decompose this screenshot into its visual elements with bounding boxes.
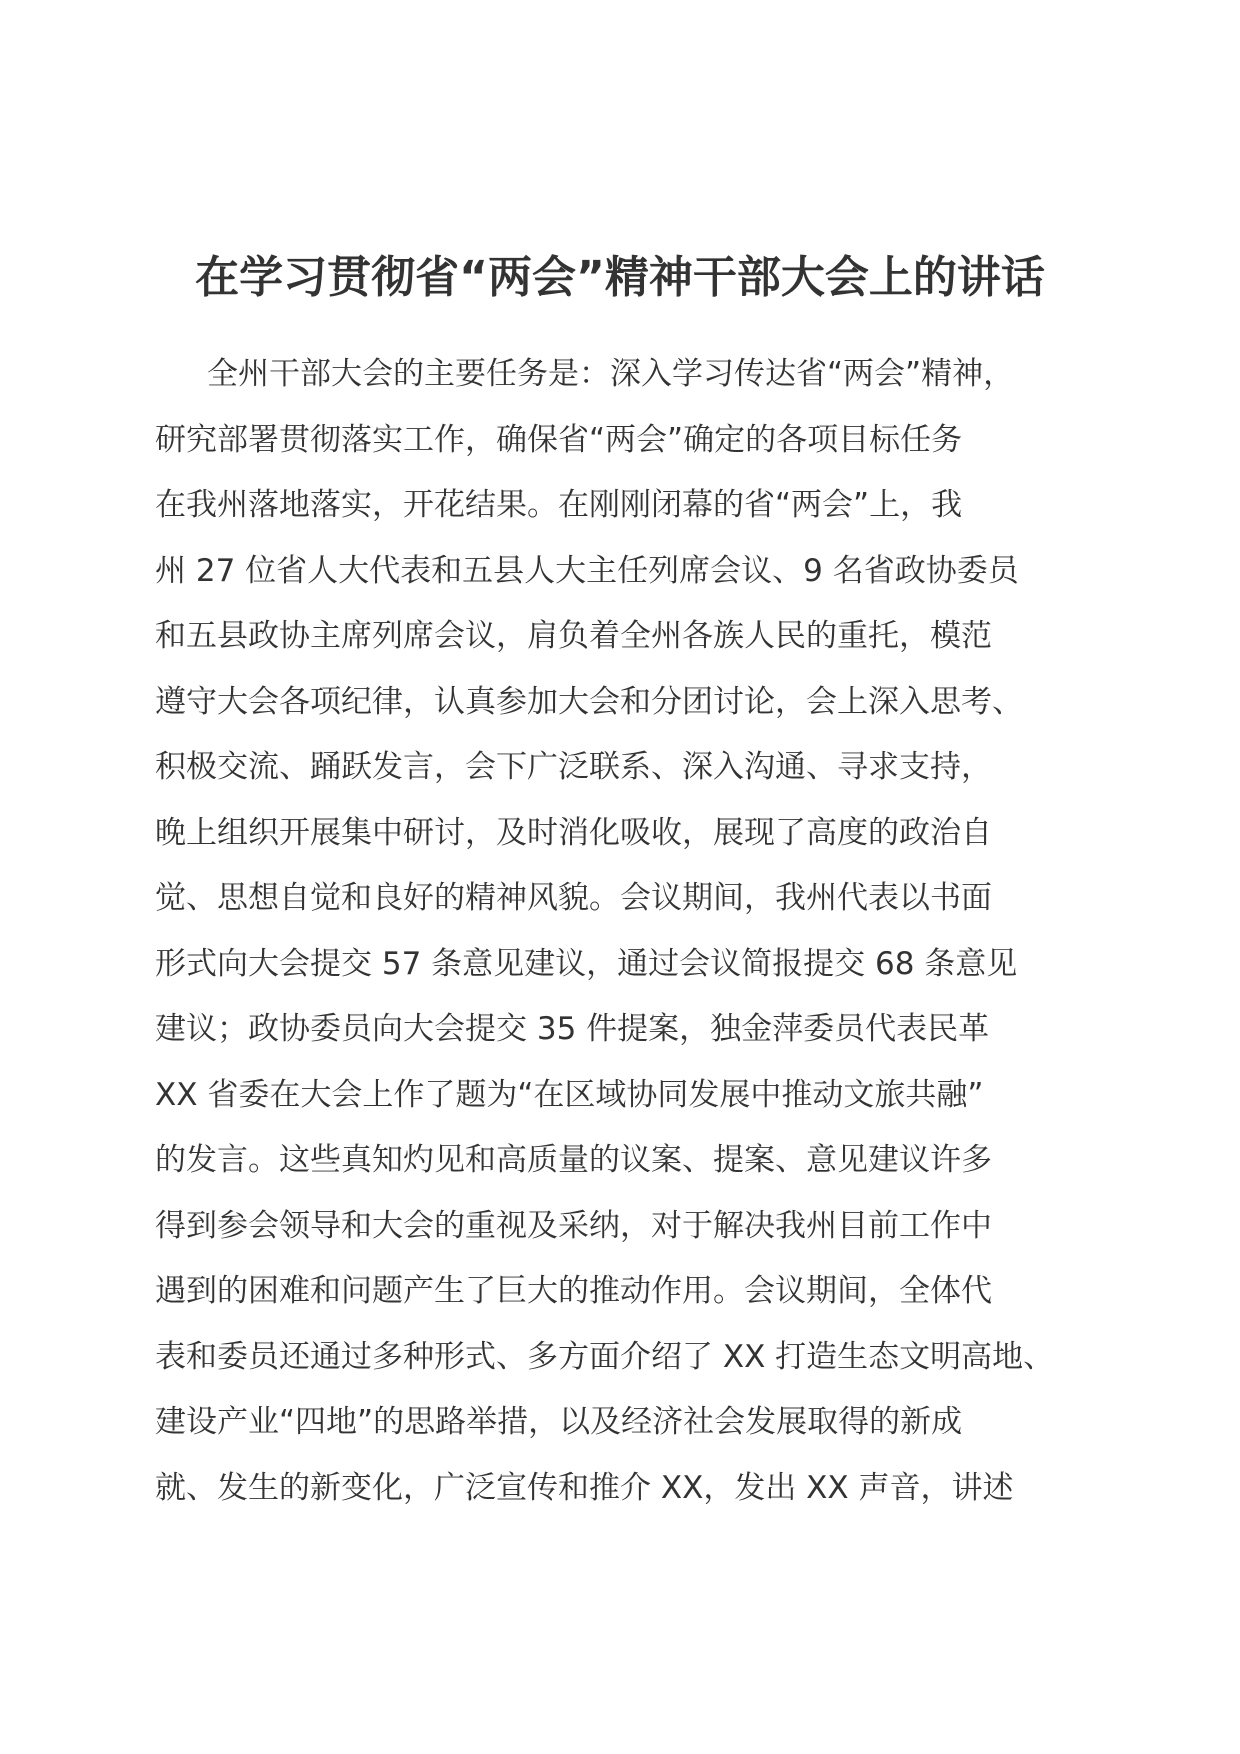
paragraph-line: 州 27 位省人大代表和五县人大主任列席会议、9 名省政协委员: [155, 552, 1019, 589]
paragraph-line: 遵守大会各项纪律，认真参加大会和分团讨论，会上深入思考、: [155, 683, 1023, 720]
paragraph-line: 的发言。这些真知灼见和高质量的议案、提案、意见建议许多: [155, 1142, 992, 1178]
paragraph-line: 在我州落地落实，开花结果。在刚刚闭幕的省“两会”上，我: [155, 487, 963, 523]
paragraph-line: 全州干部大会的主要任务是：深入学习传达省“两会”精神，: [207, 356, 1015, 392]
paragraph-line: XX 省委在大会上作了题为“在区域协同发展中推动文旅共融”: [155, 1076, 984, 1113]
paragraph-line: 建议；政协委员向大会提交 35 件提案，独金萍委员代表民革: [155, 1011, 990, 1047]
paragraph-line: 形式向大会提交 57 条意见建议，通过会议简报提交 68 条意见: [155, 945, 1018, 982]
document-body: [155, 342, 1115, 1521]
paragraph-line: 和五县政协主席列席会议，肩负着全州各族人民的重托，模范: [155, 618, 992, 654]
paragraph-line: 遇到的困难和问题产生了巨大的推动作用。会议期间，全体代: [155, 1273, 992, 1309]
paragraph-line: 积极交流、踊跃发言，会下广泛联系、深入沟通、寻求支持，: [155, 749, 992, 785]
paragraph-line: 得到参会领导和大会的重视及采纳，对于解决我州目前工作中: [155, 1207, 992, 1244]
paragraph-line: 研究部署贯彻落实工作，确保省“两会”确定的各项目标任务: [155, 421, 963, 458]
paragraph-line: 晚上组织开展集中研讨，及时消化吸收，展现了高度的政治自: [155, 814, 992, 851]
paragraph-line: 建设产业“四地”的思路举措，以及经济社会发展取得的新成: [155, 1404, 963, 1440]
paragraph-line: 表和委员还通过多种形式、多方面介绍了 XX 打造生态文明高地、: [155, 1338, 1055, 1375]
document-title: 在学习贯彻省“两会”精神干部大会上的讲话: [195, 252, 1045, 303]
paragraph-line: 觉、思想自觉和良好的精神风貌。会议期间，我州代表以书面: [155, 880, 992, 916]
paragraph-line: 就、发生的新变化，广泛宣传和推介 XX，发出 XX 声音，讲述: [155, 1469, 1014, 1506]
